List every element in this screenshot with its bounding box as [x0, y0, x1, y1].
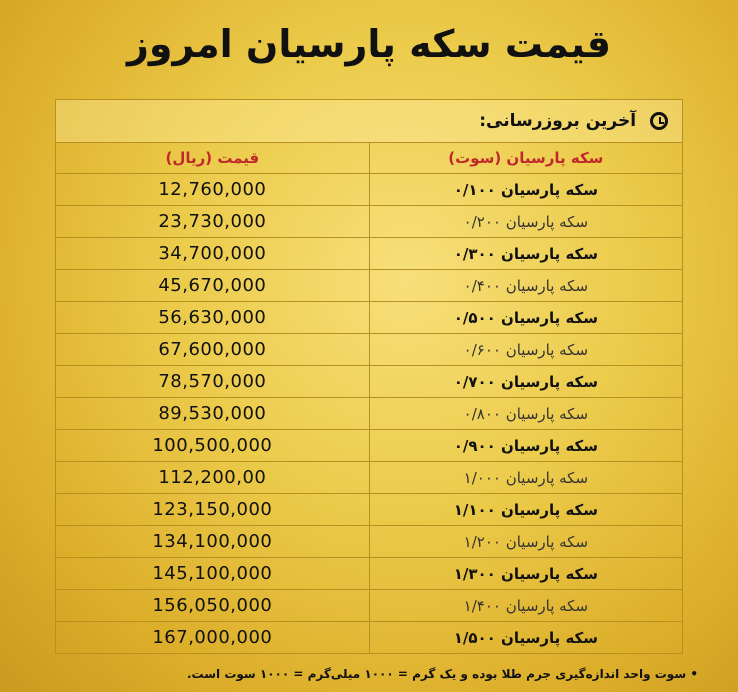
coin-name: سکه پارسیان ۱/۴۰۰ [369, 590, 682, 622]
coin-price: 67,600,000 [56, 334, 370, 366]
last-update-cell [56, 100, 683, 143]
column-header-price: قیمت (ریال) [56, 143, 370, 174]
coin-name: سکه پارسیان ۰/۲۰۰ [369, 206, 682, 238]
table-row [56, 238, 683, 270]
coin-price: 123,150,000 [56, 494, 370, 526]
table-row [56, 526, 683, 558]
page-title: قیمت سکه پارسیان امروز [127, 22, 611, 66]
table-row [56, 430, 683, 462]
coin-price: 145,100,000 [56, 558, 370, 590]
price-table [55, 99, 683, 654]
table-row [56, 270, 683, 302]
coin-name: سکه پارسیان ۰/۷۰۰ [369, 366, 682, 398]
coin-name: سکه پارسیان ۰/۳۰۰ [369, 238, 682, 270]
last-update-row [56, 100, 683, 143]
footnote [187, 667, 698, 681]
last-update-label: آخرین بروزرسانی: [479, 111, 637, 131]
coin-price: 112,200,00 [56, 462, 370, 494]
coin-price: 56,630,000 [56, 302, 370, 334]
coin-name: سکه پارسیان ۱/۰۰۰ [369, 462, 682, 494]
coin-price: 12,760,000 [56, 174, 370, 206]
coin-price: 34,700,000 [56, 238, 370, 270]
coin-name: سکه پارسیان ۱/۳۰۰ [369, 558, 682, 590]
coin-name: سکه پارسیان ۰/۴۰۰ [369, 270, 682, 302]
coin-price: 167,000,000 [56, 622, 370, 654]
coin-name: سکه پارسیان ۰/۶۰۰ [369, 334, 682, 366]
coin-price: 78,570,000 [56, 366, 370, 398]
table-row [56, 366, 683, 398]
table-row [56, 462, 683, 494]
coin-name: سکه پارسیان ۰/۹۰۰ [369, 430, 682, 462]
coin-name: سکه پارسیان ۱/۲۰۰ [369, 526, 682, 558]
table-row [56, 174, 683, 206]
coin-price: 89,530,000 [56, 398, 370, 430]
table-row [56, 302, 683, 334]
table-row [56, 206, 683, 238]
table-row [56, 334, 683, 366]
coin-name: سکه پارسیان ۱/۱۰۰ [369, 494, 682, 526]
coin-price: 45,670,000 [56, 270, 370, 302]
table-row [56, 558, 683, 590]
table-row [56, 590, 683, 622]
coin-price: 134,100,000 [56, 526, 370, 558]
coin-name: سکه پارسیان ۰/۸۰۰ [369, 398, 682, 430]
clock-refresh-icon [650, 112, 668, 130]
table-header-row [56, 143, 683, 174]
table-row [56, 494, 683, 526]
table-row [56, 398, 683, 430]
coin-price: 156,050,000 [56, 590, 370, 622]
table-row [56, 622, 683, 654]
column-header-name: سکه پارسیان (سوت) [369, 143, 682, 174]
coin-price: 23,730,000 [56, 206, 370, 238]
footnote-text: سوت واحد اندازه‌گیری جرم طلا بوده و یک گرم = ۱۰۰۰ میلی‌گرم = ۱۰۰۰ سوت است. [186, 667, 687, 681]
coin-price: 100,500,000 [56, 430, 370, 462]
coin-name: سکه پارسیان ۰/۱۰۰ [369, 174, 682, 206]
coin-name: سکه پارسیان ۰/۵۰۰ [369, 302, 682, 334]
coin-name: سکه پارسیان ۱/۵۰۰ [369, 622, 682, 654]
bullet-icon: • [686, 667, 698, 681]
